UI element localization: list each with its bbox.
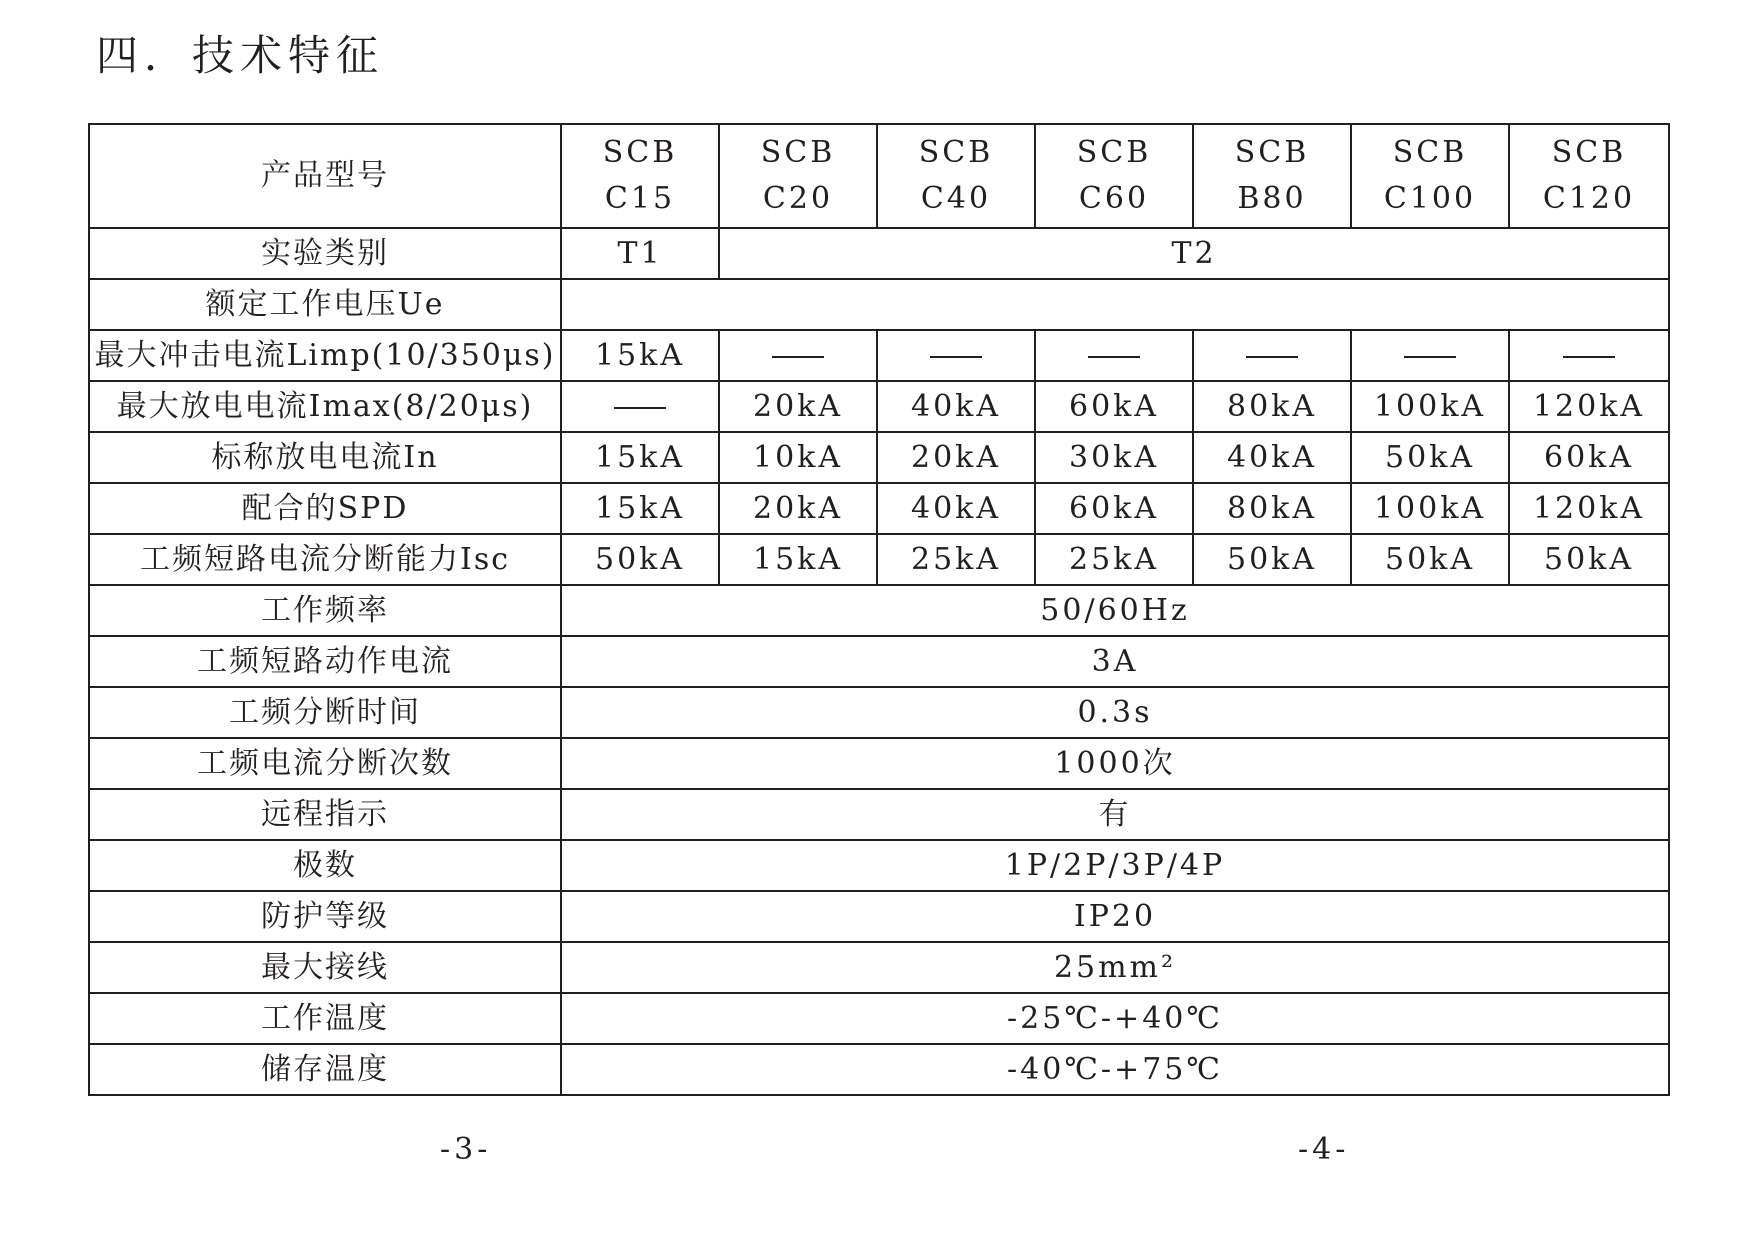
model-code: C40	[920, 181, 992, 216]
table-cell: 40kA	[877, 381, 1035, 432]
table-cell: 20kA	[719, 483, 877, 534]
table-row	[89, 534, 1669, 585]
model-series: SCB	[918, 135, 994, 170]
table-row	[89, 891, 1669, 942]
dash-mark	[1088, 356, 1140, 358]
table-cell: 50kA	[1351, 432, 1509, 483]
table-cell: T1	[561, 228, 719, 279]
model-cell	[877, 124, 1035, 228]
row-label: 工频电流分断次数	[89, 738, 561, 789]
table-row	[89, 738, 1669, 789]
row-label: 工频短路动作电流	[89, 636, 561, 687]
table-cell: 25kA	[877, 534, 1035, 585]
dash-mark	[772, 356, 824, 358]
table-cell: 50kA	[1509, 534, 1669, 585]
table-cell-merged: 有	[561, 789, 1669, 840]
table-cell	[1351, 330, 1509, 381]
model-series: SCB	[1551, 135, 1627, 170]
model-cell	[561, 124, 719, 228]
table-cell: 20kA	[719, 381, 877, 432]
table-row-test-class	[89, 228, 1669, 279]
row-label: 最大放电电流Imax(8/20μs)	[89, 381, 561, 432]
model-code: C15	[604, 181, 676, 216]
table-cell-merged: IP20	[561, 891, 1669, 942]
table-cell: 15kA	[719, 534, 877, 585]
table-cell-merged: 1000次	[561, 738, 1669, 789]
model-series: SCB	[602, 135, 678, 170]
model-series: SCB	[1392, 135, 1468, 170]
model-series: SCB	[1076, 135, 1152, 170]
table-cell-merged: 0.3s	[561, 687, 1669, 738]
table-cell: 100kA	[1351, 381, 1509, 432]
table-cell	[1035, 330, 1193, 381]
table-row	[89, 942, 1669, 993]
table-row-models	[89, 124, 1669, 228]
model-series: SCB	[760, 135, 836, 170]
table-cell: 60kA	[1035, 483, 1193, 534]
table-cell	[719, 330, 877, 381]
row-label: 产品型号	[89, 124, 561, 228]
model-code: C100	[1383, 181, 1477, 216]
page-number-left: -3-	[440, 1132, 492, 1167]
table-cell: 60kA	[1509, 432, 1669, 483]
table-row	[89, 840, 1669, 891]
dash-mark	[1404, 356, 1456, 358]
table-cell-merged: -25℃-+40℃	[561, 993, 1669, 1044]
table-cell: 15kA	[561, 483, 719, 534]
table-row	[89, 1044, 1669, 1095]
model-series: SCB	[1234, 135, 1310, 170]
row-label: 额定工作电压Ue	[89, 279, 561, 330]
row-label: 标称放电电流In	[89, 432, 561, 483]
model-cell	[1351, 124, 1509, 228]
table-row-rated-voltage	[89, 279, 1669, 330]
table-cell-merged: 1P/2P/3P/4P	[561, 840, 1669, 891]
table-row	[89, 483, 1669, 534]
model-cell	[1509, 124, 1669, 228]
dash-mark	[1563, 356, 1615, 358]
model-code: C120	[1542, 181, 1636, 216]
row-label: 配合的SPD	[89, 483, 561, 534]
dash-mark	[614, 407, 666, 409]
table-cell: 20kA	[877, 432, 1035, 483]
table-cell-merged: 3A	[561, 636, 1669, 687]
table-cell: 120kA	[1509, 483, 1669, 534]
model-code: C60	[1078, 181, 1150, 216]
row-label: 最大接线	[89, 942, 561, 993]
table-cell-merged	[561, 279, 1669, 330]
table-row	[89, 585, 1669, 636]
table-cell: 40kA	[877, 483, 1035, 534]
table-cell: 30kA	[1035, 432, 1193, 483]
table-cell: 15kA	[561, 330, 719, 381]
row-label: 实验类别	[89, 228, 561, 279]
spec-table	[88, 123, 1670, 1096]
model-cell	[719, 124, 877, 228]
row-label: 极数	[89, 840, 561, 891]
table-cell	[877, 330, 1035, 381]
model-code: C20	[762, 181, 834, 216]
table-row	[89, 381, 1669, 432]
row-label: 工频分断时间	[89, 687, 561, 738]
table-cell: 50kA	[1351, 534, 1509, 585]
table-cell: 60kA	[1035, 381, 1193, 432]
row-label: 防护等级	[89, 891, 561, 942]
table-cell-merged: T2	[719, 228, 1669, 279]
table-cell: 50kA	[561, 534, 719, 585]
table-row	[89, 687, 1669, 738]
table-cell: 80kA	[1193, 483, 1351, 534]
dash-mark	[930, 356, 982, 358]
dash-mark	[1246, 356, 1298, 358]
row-label: 远程指示	[89, 789, 561, 840]
table-row	[89, 789, 1669, 840]
table-cell: 40kA	[1193, 432, 1351, 483]
table-cell: 15kA	[561, 432, 719, 483]
table-cell-merged: -40℃-+75℃	[561, 1044, 1669, 1095]
model-code: B80	[1237, 181, 1307, 216]
table-row	[89, 330, 1669, 381]
row-label: 工作频率	[89, 585, 561, 636]
model-cell	[1193, 124, 1351, 228]
row-label: 工作温度	[89, 993, 561, 1044]
table-cell-merged: 50/60Hz	[561, 585, 1669, 636]
table-cell: 25kA	[1035, 534, 1193, 585]
model-cell	[1035, 124, 1193, 228]
table-cell-merged: 25mm²	[561, 942, 1669, 993]
page-number-right: -4-	[1298, 1132, 1350, 1167]
table-row	[89, 432, 1669, 483]
table-cell	[561, 381, 719, 432]
table-cell	[1509, 330, 1669, 381]
table-cell: 80kA	[1193, 381, 1351, 432]
table-cell: 120kA	[1509, 381, 1669, 432]
section-heading: 四．技术特征	[96, 31, 385, 80]
table-cell: 10kA	[719, 432, 877, 483]
table-cell	[1193, 330, 1351, 381]
row-label: 工频短路电流分断能力Isc	[89, 534, 561, 585]
row-label: 最大冲击电流Limp(10/350μs)	[89, 330, 561, 381]
table-row	[89, 636, 1669, 687]
table-cell: 50kA	[1193, 534, 1351, 585]
table-row	[89, 993, 1669, 1044]
table-cell: 100kA	[1351, 483, 1509, 534]
row-label: 储存温度	[89, 1044, 561, 1095]
